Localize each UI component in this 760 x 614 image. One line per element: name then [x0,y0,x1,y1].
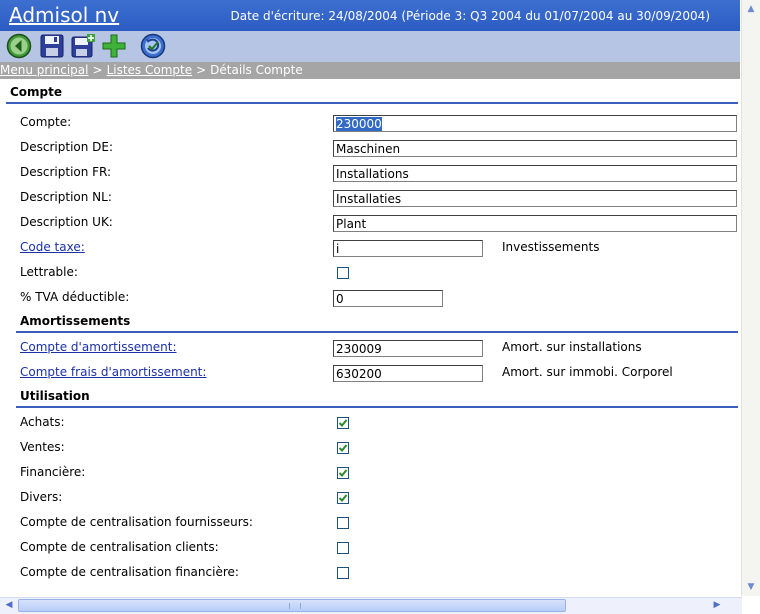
section-compte-title: Compte [10,85,63,99]
save-new-icon [70,33,96,59]
toolbar [0,31,740,62]
description-fr-input[interactable]: Installations [333,165,737,182]
usage-checkbox[interactable] [337,492,349,504]
usage-label: Compte de centralisation fournisseurs: [20,515,253,529]
save-button[interactable] [39,33,65,59]
description-de-label: Description DE: [20,140,114,154]
account-value: 230000 [336,117,382,131]
depreciation-account-link[interactable]: Compte d'amortissement: [20,340,177,354]
description-uk-label: Description UK: [20,215,113,229]
breadcrumb-separator: > [92,63,103,77]
breadcrumb-current: Détails Compte [210,63,303,77]
checkmark-icon [338,468,348,478]
section-amortissements-title: Amortissements [20,314,131,328]
depreciation-account-description: Amort. sur installations [502,340,642,354]
app-title[interactable]: Admisol nv [9,3,120,27]
vat-deductible-input[interactable]: 0 [333,290,443,307]
checkmark-icon [338,418,348,428]
breadcrumb-account-list[interactable]: Listes Compte [106,63,193,77]
usage-label: Financière: [20,465,86,479]
usage-label: Achats: [20,415,65,429]
usage-checkbox[interactable] [337,567,349,579]
title-bar [0,0,740,31]
usage-checkbox[interactable] [337,417,349,429]
checkmark-icon [338,443,348,453]
save-icon [39,33,65,59]
usage-label: Compte de centralisation financière: [20,565,239,579]
depreciation-expense-account-description: Amort. sur immobi. Corporel [502,365,673,379]
tax-code-description: Investissements [502,240,600,254]
add-button[interactable] [101,33,127,59]
breadcrumb [0,62,740,79]
usage-checkbox[interactable] [337,467,349,479]
scroll-right-arrow-icon[interactable]: ▶ [713,600,721,610]
lettrable-label: Lettrable: [20,265,78,279]
section-utilisation-title: Utilisation [20,389,90,403]
usage-checkbox[interactable] [337,517,349,529]
usage-label: Ventes: [20,440,65,454]
vertical-scrollbar[interactable] [741,0,760,596]
add-icon [101,33,127,59]
account-label: Compte: [20,115,72,129]
refresh-button[interactable] [140,33,166,59]
depreciation-account-input[interactable]: 230009 [333,340,483,357]
back-button[interactable] [6,33,32,59]
horizontal-scroll-thumb[interactable] [18,599,566,612]
usage-label: Divers: [20,490,63,504]
section-divider [6,102,738,104]
save-and-new-button[interactable] [70,33,96,59]
posting-date-info: Date d'écriture: 24/08/2004 (Période 3: Q3 2004 du 01/07/2004 au 30/09/2004) [230,9,710,23]
description-nl-input[interactable]: Installaties [333,190,737,207]
lettrable-checkbox[interactable] [337,267,349,279]
section-divider [16,331,738,333]
scroll-left-arrow-icon[interactable]: ◀ [5,600,13,610]
tax-code-link[interactable]: Code taxe: [20,240,85,254]
depreciation-expense-account-input[interactable]: 630200 [333,365,483,382]
horizontal-scrollbar[interactable] [0,597,742,614]
description-uk-input[interactable]: Plant [333,215,737,232]
description-fr-label: Description FR: [20,165,112,179]
vat-deductible-label: % TVA déductible: [20,290,130,304]
section-divider [16,406,738,408]
tax-code-input[interactable]: i [333,240,483,257]
scroll-down-arrow-icon[interactable]: ▼ [747,582,755,592]
usage-label: Compte de centralisation clients: [20,540,219,554]
refresh-icon [140,33,166,59]
checkmark-icon [338,493,348,503]
usage-checkbox[interactable] [337,442,349,454]
breadcrumb-separator: > [196,63,207,77]
back-icon [6,33,32,59]
breadcrumb-main-menu[interactable]: Menu principal [0,63,89,77]
scroll-up-arrow-icon[interactable]: ▲ [747,4,755,14]
scroll-grip-icon [289,603,301,609]
account-input[interactable] [333,115,737,132]
description-de-input[interactable]: Maschinen [333,140,737,157]
description-nl-label: Description NL: [20,190,112,204]
depreciation-expense-account-link[interactable]: Compte frais d'amortissement: [20,365,207,379]
usage-checkbox[interactable] [337,542,349,554]
